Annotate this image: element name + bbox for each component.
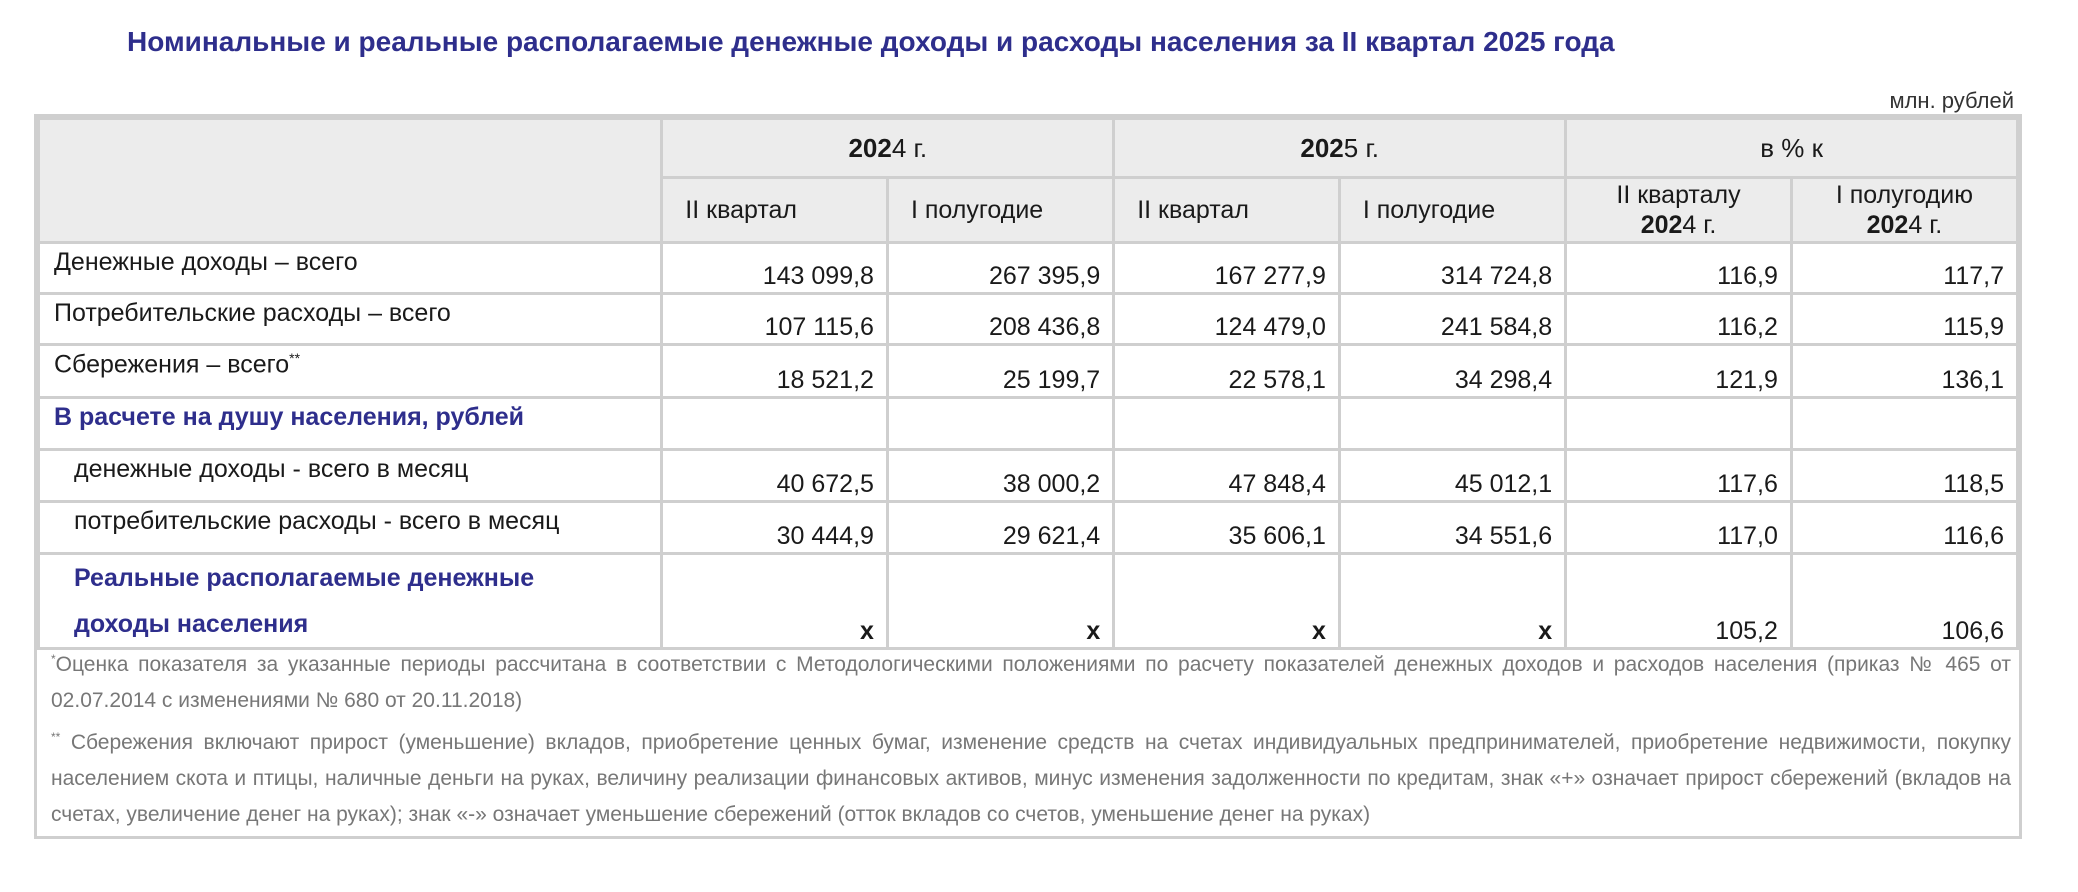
row-label: Денежные доходы – всего [39,243,662,294]
table-cell: 116,9 [1566,243,1792,294]
table-cell: 34 298,4 [1339,345,1565,398]
table-cell: x [662,554,888,649]
header-row-groups [39,119,2018,178]
table-cell: 47 848,4 [1114,450,1340,502]
header-q2-2025: II квартал [1114,178,1340,243]
header-pct-h1: I полугодию 2024 г. [1791,178,2017,243]
table-cell: 208 436,8 [887,294,1113,345]
table-cell: 40 672,5 [662,450,888,502]
section-label: В расчете на душу населения, рублей [39,398,662,450]
header-q2-2024: II квартал [662,178,888,243]
footnotes [51,641,2011,833]
table-cell [1114,398,1340,450]
header-year-2024: 2024 г. [662,119,1114,178]
footnote-mark: ** [289,350,301,366]
table-cell: 107 115,6 [662,294,888,345]
header-empty-cell [39,119,662,243]
table-cell: 117,6 [1566,450,1792,502]
table-cell [1339,398,1565,450]
table-row [39,450,2018,502]
table-cell: x [1114,554,1340,649]
table-cell: 115,9 [1791,294,2017,345]
header-h1-2024: I полугодие [887,178,1113,243]
header-percent: в % к [1566,119,2018,178]
table-cell: 116,2 [1566,294,1792,345]
footnote-2: ** Сбережения включают прирост (уменьшение) вкладов, приобретение ценных бумаг, изменение средств на счетах индивидуальных предпринимателей, приобретение недвижимости, покупку населением скота и птицы, наличные деньги на руках, величину реализации финансовых активов, минус изменения задолженности по кредитам, знак «+» означает прирост сбережений (вкладов на счетах, увеличение денег на руках); знак «-» означает уменьшение сбережений (отток вкладов со счетов, уменьшение денег на руках) [51,730,2011,826]
row-label: Потребительские расходы – всего [39,294,662,345]
unit-label: млн. рублей [1889,88,2014,113]
table-row-real-income [39,554,2018,649]
table-cell: 117,0 [1566,502,1792,554]
table-cell: 314 724,8 [1339,243,1565,294]
table-row [39,294,2018,345]
header-h1-2025: I полугодие [1339,178,1565,243]
table-row [39,502,2018,554]
table-cell: 124 479,0 [1114,294,1340,345]
table-cell: 241 584,8 [1339,294,1565,345]
section-label: Реальные располагаемые денежные доходы населения [39,554,662,649]
row-label: потребительские расходы - всего в месяц [39,502,662,554]
table-cell: 121,9 [1566,345,1792,398]
header-year-2025: 2025 г. [1114,119,1566,178]
table-cell [662,398,888,450]
table-cell: 136,1 [1791,345,2017,398]
table-cell: x [887,554,1113,649]
page-title: Номинальные и реальные располагаемые денежные доходы и расходы населения за II квартал 2025 года [127,26,1615,57]
footnote-1: *Оценка показателя за указанные периоды рассчитана в соответствии с Методологическими положениями по расчету показателей денежных доходов и расходов населения (приказ № 465 от 02.07.2014 с изменениями № 680 от 20.11.2018) [51,652,2011,712]
table-cell: 105,2 [1566,554,1792,649]
table-row-section [39,398,2018,450]
header-pct-q2: II кварталу 2024 г. [1566,178,1792,243]
table-cell: 117,7 [1791,243,2017,294]
table-cell: 38 000,2 [887,450,1113,502]
table-cell: 30 444,9 [662,502,888,554]
table-cell: 118,5 [1791,450,2017,502]
table-cell: 167 277,9 [1114,243,1340,294]
table-cell: 45 012,1 [1339,450,1565,502]
row-label: Сбережения – всего** [39,345,662,398]
table-cell [1791,398,2017,450]
table-cell [887,398,1113,450]
table-cell [1566,398,1792,450]
income-expense-table [37,117,2019,650]
table-cell: 143 099,8 [662,243,888,294]
table-cell: 35 606,1 [1114,502,1340,554]
table-cell: 22 578,1 [1114,345,1340,398]
row-label: денежные доходы - всего в месяц [39,450,662,502]
table-cell: 25 199,7 [887,345,1113,398]
table-cell: 116,6 [1791,502,2017,554]
table-row [39,345,2018,398]
table-cell: 18 521,2 [662,345,888,398]
table-cell: x [1339,554,1565,649]
data-table-frame [34,114,2022,839]
table-cell: 267 395,9 [887,243,1113,294]
table-cell: 34 551,6 [1339,502,1565,554]
table-cell: 106,6 [1791,554,2017,649]
table-row [39,243,2018,294]
table-cell: 29 621,4 [887,502,1113,554]
